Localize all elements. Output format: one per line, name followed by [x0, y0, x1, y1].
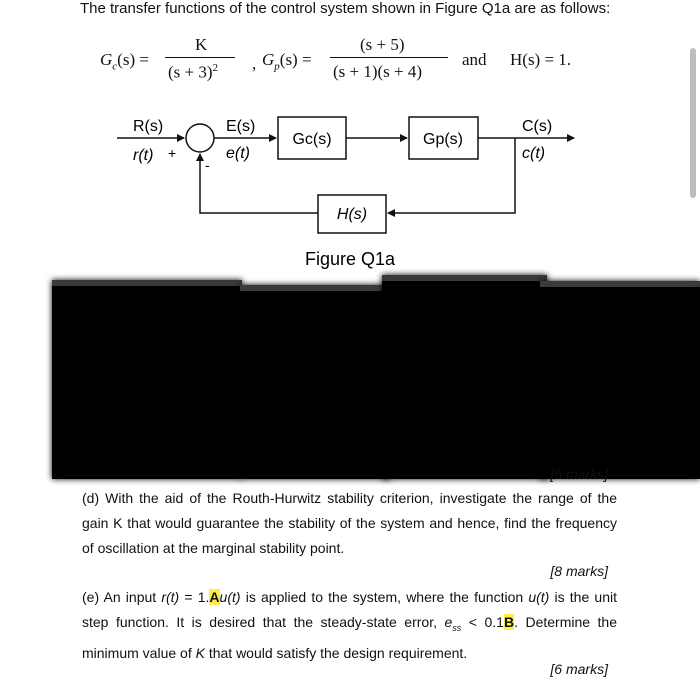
equation-comma: , [252, 54, 257, 73]
part-d-text: (d) With the aid of the Routh-Hurwitz stability criterion, investigate the range of the gain K that would guarantee the stability of the system and hence, find the frequency of oscillation at the marginal stability point. [82, 490, 617, 556]
marks-label-1: [6 marks] [550, 466, 608, 482]
block-diagram [0, 0, 700, 275]
redaction-block-3 [382, 275, 547, 479]
r-t-label: r(t) [133, 147, 154, 164]
gp-denominator: (s + 1)(s + 4) [333, 62, 423, 81]
e-s-label: E(s) [226, 118, 256, 135]
gc-denominator: $(s + 3)^2$ [168, 62, 219, 82]
plus-sign: + [168, 145, 177, 161]
scrollbar-thumb[interactable] [690, 48, 696, 198]
summing-junction [186, 124, 214, 152]
gp-numerator: (s + 5) [360, 35, 405, 54]
equation-and: and [462, 50, 487, 69]
redaction-block-1 [52, 280, 242, 479]
redacted-region [52, 275, 700, 473]
gp-block-label: Gp(s) [423, 131, 463, 148]
figure-caption: Figure Q1a [304, 249, 396, 269]
gc-lhs: $G_c(s)$ = [100, 50, 149, 73]
h-equation: H(s) = 1. [510, 50, 572, 69]
minus-sign: - [205, 157, 210, 173]
marks-label-2: [8 marks] [550, 563, 608, 579]
gp-lhs: $G_p(s)$ = [262, 50, 312, 73]
highlight-a: A [209, 589, 220, 605]
part-e-text: (e) An input r(t) = 1.Au(t) is applied to the system, where the function u(t) is the unit step function. It is desired that the steady-state error, $e_{ss} < 0.1B$. Determine the minimum value of K that would satisfy the design requirement. [82, 589, 618, 661]
redaction-block-2 [240, 285, 390, 479]
e-t-label: e(t) [226, 145, 250, 162]
r-s-label: R(s) [133, 118, 164, 135]
c-t-label: c(t) [522, 145, 546, 162]
h-block-label: H(s) [336, 206, 368, 223]
marks-label-3: [6 marks] [550, 661, 608, 677]
gc-block-label: Gc(s) [292, 131, 332, 148]
feedback-to-sum-arrow [200, 154, 318, 213]
intro-text: The transfer functions of the control system shown in Figure Q1a are as follows: [80, 0, 611, 17]
highlight-b: B [503, 614, 515, 630]
redaction-block-4 [540, 281, 700, 479]
gc-numerator: K [195, 35, 208, 54]
c-s-label: C(s) [522, 118, 553, 135]
